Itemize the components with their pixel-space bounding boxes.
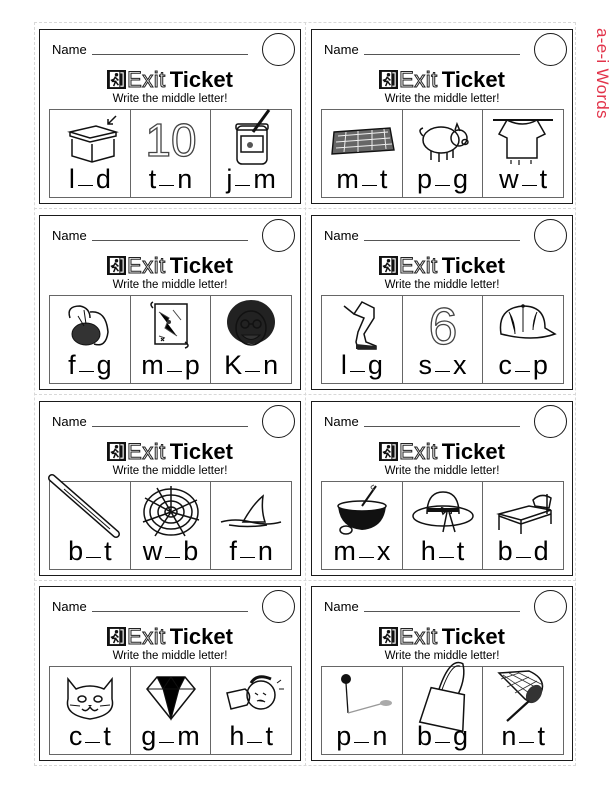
last-letter: g [367,350,383,380]
cvc-word [403,536,483,566]
first-letter: p [336,721,352,751]
cut-line-horizontal [34,580,576,581]
cap-icon [489,298,557,348]
instruction-text: Write the middle letter! [384,279,500,291]
cvc-word [131,164,211,194]
blank-write-space[interactable] [359,557,374,558]
first-letter: g [141,721,157,751]
cvc-word [483,536,563,566]
score-circle[interactable] [262,219,295,252]
title-ticket-word: Ticket [169,439,233,464]
title-exit-word: Exit [399,624,438,649]
name-label: Name [52,228,87,243]
exit-door-icon [379,256,398,275]
blank-write-space[interactable] [439,557,454,558]
cvc-word [211,350,291,380]
cvc-word [211,721,291,751]
cvc-word [322,721,402,751]
boxer-hit-icon [217,669,285,719]
blank-write-space[interactable] [85,742,100,743]
cvc-word [211,536,291,566]
first-letter: b [416,721,432,751]
word-cell [322,110,402,197]
exit-ticket-card-1 [39,29,301,204]
instruction-text: Write the middle letter! [112,279,228,291]
exit-door-icon [107,70,126,89]
blank-write-space[interactable] [362,185,377,186]
name-label: Name [324,599,359,614]
first-letter: h [420,536,436,566]
word-cell [50,110,130,197]
bat-icon [56,484,124,534]
exit-ticket-card-8 [311,586,573,761]
gem-icon [137,669,205,719]
mixing-bowl-icon [328,484,396,534]
title-ticket-word: Ticket [169,253,233,278]
last-letter: p [184,350,200,380]
cvc-word [50,350,130,380]
word-cell [50,667,130,754]
map-icon [137,298,205,348]
score-circle[interactable] [534,590,567,623]
exit-door-icon [379,442,398,461]
cut-line-horizontal [34,394,576,395]
word-cell [50,296,130,383]
blank-write-space[interactable] [519,742,534,743]
name-write-line[interactable] [92,611,248,612]
title-ticket-word: Ticket [441,253,505,278]
score-circle[interactable] [262,590,295,623]
cvc-word [322,350,402,380]
word-grid [49,666,292,755]
first-letter: t [148,164,157,194]
word-cell [50,482,130,569]
first-letter: f [68,350,76,380]
last-letter: n [177,164,193,194]
word-cell [402,482,483,569]
word-cell [482,296,563,383]
name-write-line[interactable] [364,611,520,612]
word-cell [482,667,563,754]
blank-write-space[interactable] [245,371,260,372]
name-label: Name [324,42,359,57]
bed-icon [489,484,557,534]
lid-icon [56,112,124,162]
title-ticket-word: Ticket [169,624,233,649]
last-letter: t [265,721,273,751]
spider-web-icon [137,484,205,534]
instruction-text: Write the middle letter! [112,650,228,662]
blank-write-space[interactable] [240,557,255,558]
first-letter: c [498,350,512,380]
first-letter: m [336,164,359,194]
cvc-word [322,164,402,194]
last-letter: m [253,164,276,194]
exit-ticket-card-3 [39,215,301,390]
name-write-line[interactable] [364,426,520,427]
name-write-line[interactable] [364,54,520,55]
blank-write-space[interactable] [515,371,530,372]
last-letter: g [453,164,469,194]
word-cell [482,110,563,197]
first-letter: j [226,164,233,194]
blank-write-space[interactable] [165,557,180,558]
ticket-title [312,440,572,464]
cvc-word [483,164,563,194]
word-grid [321,481,564,570]
blank-write-space[interactable] [522,185,537,186]
net-icon [489,669,557,719]
word-grid [321,109,564,198]
blank-write-space[interactable] [354,742,369,743]
cvc-word [131,536,211,566]
shark-fin-icon [217,484,285,534]
exit-ticket-card-5 [39,401,301,576]
first-letter: c [68,721,83,751]
cvc-word [403,350,483,380]
exit-ticket-card-4 [311,215,573,390]
title-ticket-word: Ticket [441,67,505,92]
exit-ticket-card-6 [311,401,573,576]
cut-line-horizontal [34,208,576,209]
exit-door-icon [379,70,398,89]
instruction-text: Write the middle letter! [112,465,228,477]
first-letter: l [68,164,75,194]
cvc-word [131,350,211,380]
word-grid [49,109,292,198]
word-cell [130,296,211,383]
exit-door-icon [107,627,126,646]
title-exit-word: Exit [127,439,166,464]
word-cell [402,667,483,754]
last-letter: t [103,721,111,751]
first-letter: m [333,536,356,566]
cvc-word [50,536,130,566]
first-letter: n [501,721,517,751]
blank-write-space[interactable] [78,185,93,186]
blank-write-space[interactable] [167,371,182,372]
number-10-icon [137,112,205,166]
first-letter: K [224,350,243,380]
wet-shirt-icon [489,112,557,162]
word-grid [321,666,564,755]
word-cell [322,482,402,569]
name-label: Name [52,599,87,614]
instruction-text: Write the middle letter! [384,650,500,662]
instruction-text: Write the middle letter! [384,93,500,105]
last-letter: t [104,536,112,566]
name-label: Name [324,414,359,429]
exit-door-icon [107,256,126,275]
word-cell [482,482,563,569]
word-cell [210,296,291,383]
title-exit-word: Exit [127,253,166,278]
ticket-title [312,625,572,649]
first-letter: l [340,350,347,380]
last-letter: b [183,536,199,566]
fig-icon [56,298,124,348]
cvc-word [403,164,483,194]
title-exit-word: Exit [399,67,438,92]
last-letter: g [96,350,112,380]
ticket-title [40,68,300,92]
title-exit-word: Exit [399,439,438,464]
last-letter: d [533,536,549,566]
ticket-title [312,68,572,92]
word-grid [321,295,564,384]
cvc-word [483,721,563,751]
ticket-title [40,440,300,464]
exit-door-icon [379,627,398,646]
word-cell [210,482,291,569]
cvc-word [322,536,402,566]
title-ticket-word: Ticket [441,439,505,464]
word-cell [322,667,402,754]
svg-text:10: 10 [145,114,197,166]
last-letter: x [376,536,391,566]
blank-write-space[interactable] [159,185,174,186]
last-letter: x [453,350,467,380]
first-letter: s [418,350,432,380]
score-circle[interactable] [262,405,295,438]
last-letter: d [95,164,111,194]
blank-write-space[interactable] [435,371,450,372]
jam-jar-icon [217,112,285,162]
first-letter: w [142,536,163,566]
name-label: Name [52,414,87,429]
instruction-text: Write the middle letter! [112,93,228,105]
word-cell [130,110,211,197]
word-cell [210,667,291,754]
title-ticket-word: Ticket [441,624,505,649]
first-letter: h [229,721,245,751]
pig-icon [409,112,477,162]
blank-write-space[interactable] [235,185,250,186]
last-letter: t [379,164,388,194]
hat-icon [409,484,477,534]
last-letter: t [539,164,548,194]
word-cell [130,667,211,754]
blank-write-space[interactable] [435,185,450,186]
last-letter: p [532,350,548,380]
title-exit-word: Exit [127,624,166,649]
title-exit-word: Exit [399,253,438,278]
mat-icon [328,112,396,162]
blank-write-space[interactable] [516,557,531,558]
first-letter: f [229,536,237,566]
word-cell [130,482,211,569]
name-write-line[interactable] [92,54,248,55]
last-letter: n [257,536,273,566]
blank-write-space[interactable] [350,371,365,372]
score-circle[interactable] [534,219,567,252]
instruction-text: Write the middle letter! [384,465,500,477]
worksheet-title: a-e-i Words [593,28,612,119]
ticket-title [312,254,572,278]
name-label: Name [52,42,87,57]
cvc-word [50,164,130,194]
last-letter: t [537,721,545,751]
title-exit-word: Exit [127,67,166,92]
number-6-icon [409,298,477,356]
blank-write-space[interactable] [159,742,174,743]
word-cell [402,110,483,197]
blank-write-space[interactable] [247,742,262,743]
exit-door-icon [107,442,126,461]
last-letter: m [177,721,200,751]
cvc-word [483,350,563,380]
cvc-word [50,721,130,751]
last-letter: t [456,536,465,566]
word-grid [49,481,292,570]
cvc-word [403,721,483,751]
last-letter: n [263,350,279,380]
first-letter: m [141,350,164,380]
first-letter: b [497,536,513,566]
exit-ticket-card-7 [39,586,301,761]
bag-icon [409,669,477,719]
last-letter: g [453,721,469,751]
name-label: Name [324,228,359,243]
pin-icon [328,669,396,719]
score-circle[interactable] [262,33,295,66]
word-cell [402,296,483,383]
ticket-title [40,254,300,278]
svg-text:6: 6 [428,298,458,356]
word-cell [322,296,402,383]
word-cell [210,110,291,197]
leg-icon [328,298,396,348]
ticket-title [40,625,300,649]
score-circle[interactable] [534,405,567,438]
cvc-word [131,721,211,751]
name-write-line[interactable] [92,240,248,241]
last-letter: n [372,721,388,751]
exit-ticket-card-2 [311,29,573,204]
blank-write-space[interactable] [435,742,450,743]
kid-face-icon [217,298,285,348]
name-write-line[interactable] [92,426,248,427]
word-grid [49,295,292,384]
first-letter: p [416,164,432,194]
score-circle[interactable] [534,33,567,66]
blank-write-space[interactable] [79,371,94,372]
first-letter: b [68,536,84,566]
name-write-line[interactable] [364,240,520,241]
first-letter: w [499,164,519,194]
blank-write-space[interactable] [86,557,101,558]
title-ticket-word: Ticket [169,67,233,92]
cvc-word [211,164,291,194]
cat-icon [56,669,124,719]
